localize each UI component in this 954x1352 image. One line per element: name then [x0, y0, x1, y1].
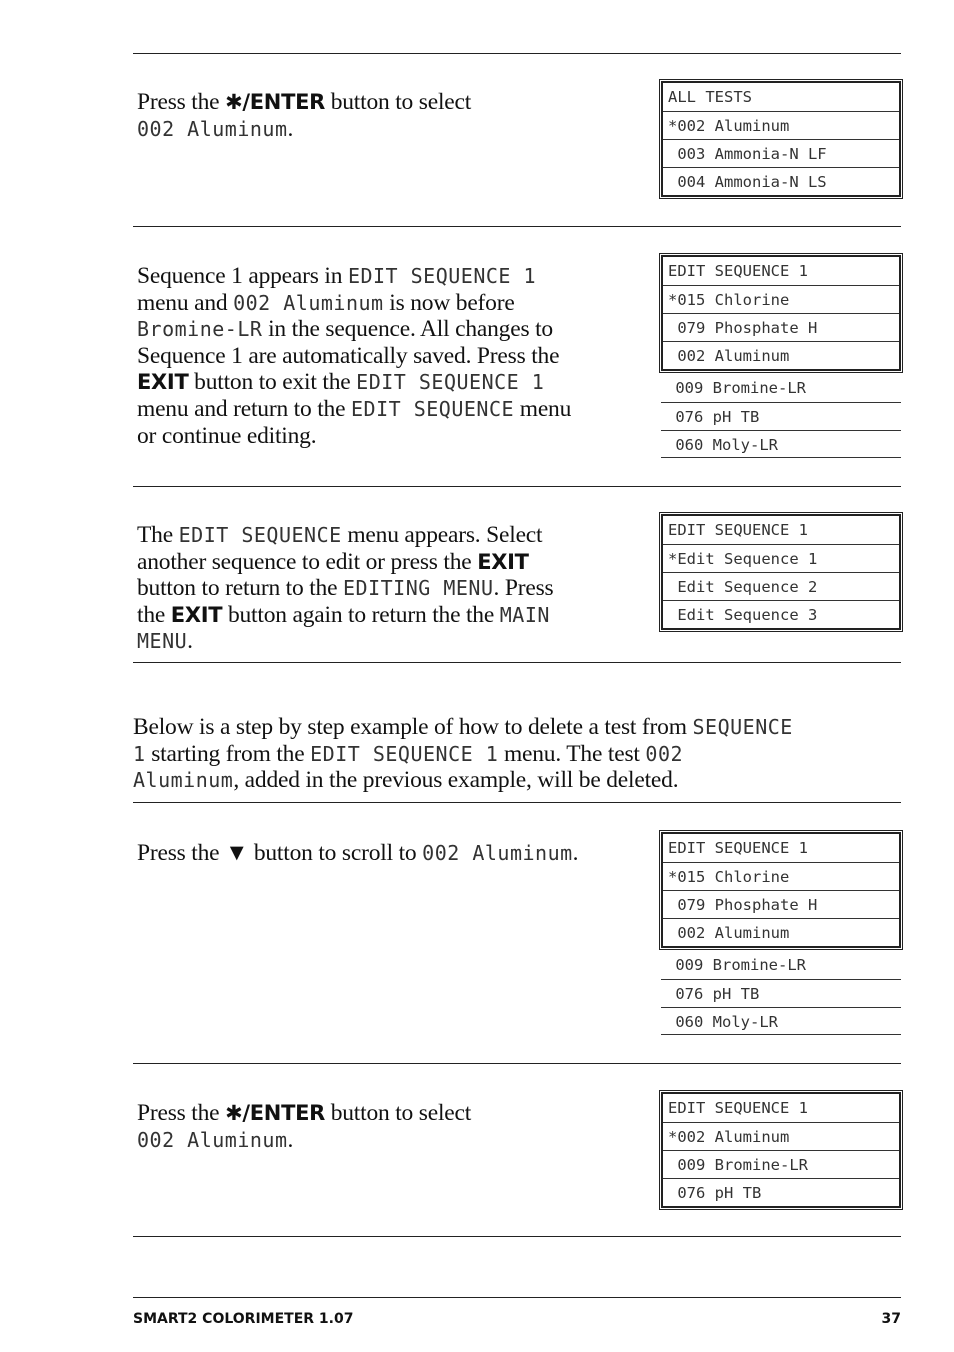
screen-menu-item: *Edit Sequence 1: [663, 544, 899, 572]
body-text: .: [187, 628, 193, 655]
body-text: button to select: [325, 89, 472, 115]
screen-overflow-list: [661, 630, 901, 633]
body-text: button to scroll to: [248, 840, 423, 866]
screen-menu-item: *015 Chlorine: [663, 285, 899, 313]
display-text: EDITING MENU: [343, 576, 494, 601]
body-text: Press the: [137, 89, 226, 115]
screen-menu-item: *002 Aluminum: [663, 1122, 899, 1150]
screen-menu-item: 004 Ammonia-N LS: [663, 167, 899, 195]
body-text: ▼: [225, 840, 249, 866]
body-text: .: [287, 1126, 294, 1153]
instruction-paragraph: [137, 89, 471, 142]
body-text: menu: [514, 395, 572, 422]
footer-divider: [133, 1297, 901, 1298]
body-text: button to select: [325, 1100, 472, 1126]
instruction-paragraph: [137, 1100, 471, 1153]
screen-overflow-list: [661, 197, 901, 200]
screen-menu-item: 009 Bromine-LR: [663, 1150, 899, 1178]
screen-overflow-list: [661, 948, 901, 1035]
screen-title: EDIT SEQUENCE 1: [668, 262, 808, 280]
body-text: menu. The test: [498, 740, 646, 767]
body-text: Press the: [137, 840, 226, 866]
section-divider: [133, 486, 901, 487]
intro-paragraph: [133, 714, 793, 794]
section-divider: [133, 53, 901, 54]
display-text: EDIT SEQUENCE: [178, 523, 342, 547]
body-text: button to return to the: [137, 575, 344, 602]
screen-frame: [661, 832, 901, 948]
body-text: or continue editing.: [137, 422, 317, 449]
display-screen: [661, 1092, 901, 1211]
body-text: button again to return the the: [222, 601, 500, 628]
screen-menu-item: 079 Phosphate H: [663, 890, 899, 918]
body-text: another sequence to edit or press the: [137, 548, 478, 575]
section-divider: [133, 1063, 901, 1064]
display-text: 002 Aluminum: [422, 841, 573, 865]
body-text: Sequence 1 are automatically saved. Press the: [137, 342, 560, 369]
display-text: EDIT SEQUENCE: [351, 396, 515, 421]
screen-menu-item: 076 pH TB: [663, 1178, 899, 1206]
body-text: .: [287, 115, 294, 142]
body-text: menu and return to the: [137, 395, 352, 422]
body-text: .: [572, 840, 579, 866]
screen-menu-item: 002 Aluminum: [663, 918, 899, 946]
section-divider: [133, 662, 901, 663]
button-name: EXIT: [137, 370, 189, 395]
screen-menu-item: *002 Aluminum: [663, 111, 899, 139]
screen-menu-item: 009 Bromine-LR: [666, 379, 806, 397]
body-text: The: [137, 522, 179, 548]
body-text: , added in the previous example, will be deleted.: [233, 767, 679, 794]
display-screen: [661, 514, 901, 633]
display-text: MAIN: [499, 602, 550, 627]
body-text: Sequence 1 appears in: [137, 263, 348, 289]
screen-overflow-list: [661, 1208, 901, 1211]
screen-menu-item: 002 Aluminum: [663, 341, 899, 369]
screen-title: EDIT SEQUENCE 1: [668, 1099, 808, 1117]
instruction-paragraph: [137, 840, 578, 867]
body-text: . Press: [493, 575, 554, 602]
screen-menu-item: 009 Bromine-LR: [666, 956, 806, 974]
screen-menu-item: 003 Ammonia-N LF: [663, 139, 899, 167]
screen-title: ALL TESTS: [668, 88, 752, 106]
display-text: 002: [645, 741, 684, 766]
screen-overflow-list: [661, 371, 901, 458]
body-text: menu and: [137, 289, 234, 316]
display-screen: [661, 81, 901, 200]
body-text: is now before: [383, 289, 515, 316]
instruction-paragraph: [137, 522, 553, 655]
screen-frame: [661, 255, 901, 371]
screen-menu-item: 079 Phosphate H: [663, 313, 899, 341]
section-divider: [133, 1236, 901, 1237]
screen-title: EDIT SEQUENCE 1: [668, 521, 808, 539]
display-text: 002 Aluminum: [233, 290, 384, 315]
display-text: SEQUENCE: [692, 715, 793, 739]
body-text: Press the: [137, 1100, 226, 1126]
body-text: Below is a step by step example of how to delete a test from: [133, 714, 693, 740]
display-text: 002 Aluminum: [137, 116, 288, 141]
screen-menu-item: 060 Moly-LR: [661, 1007, 901, 1035]
body-text: the: [137, 601, 171, 628]
body-text: button to exit the: [188, 369, 357, 396]
screen-menu-item: *015 Chlorine: [663, 862, 899, 890]
button-name: EXIT: [477, 549, 529, 574]
body-text: menu appears. Select: [341, 522, 543, 548]
screen-menu-item: 060 Moly-LR: [661, 430, 901, 458]
button-name: ✱/ENTER: [225, 1101, 326, 1125]
display-text: 1: [133, 741, 146, 766]
footer-title: SMART2 COLORIMETER 1.07: [133, 1311, 354, 1327]
body-text: in the sequence. All changes to: [262, 316, 553, 343]
section-divider: [133, 226, 901, 227]
section-divider: [133, 802, 901, 803]
screen-title: EDIT SEQUENCE 1: [668, 839, 808, 857]
screen-menu-item: 076 pH TB: [661, 402, 901, 430]
display-text: 002 Aluminum: [137, 1127, 288, 1152]
display-text: Bromine-LR: [137, 317, 263, 342]
display-text: EDIT SEQUENCE 1: [347, 264, 537, 288]
display-text: MENU: [137, 629, 188, 654]
display-screen: [661, 255, 901, 458]
screen-menu-item: Edit Sequence 3: [663, 600, 899, 628]
display-text: EDIT SEQUENCE 1: [310, 741, 499, 766]
instruction-paragraph: [137, 263, 571, 449]
screen-frame: [661, 514, 901, 630]
screen-menu-item: 076 pH TB: [661, 979, 901, 1007]
page-number: 37: [881, 1311, 901, 1327]
display-text: EDIT SEQUENCE 1: [356, 370, 545, 395]
display-text: Aluminum: [133, 768, 234, 793]
button-name: EXIT: [170, 602, 223, 627]
button-name: ✱/ENTER: [225, 90, 326, 114]
screen-menu-item: Edit Sequence 2: [663, 572, 899, 600]
body-text: starting from the: [145, 740, 311, 767]
display-screen: [661, 832, 901, 1035]
screen-frame: [661, 81, 901, 197]
screen-frame: [661, 1092, 901, 1208]
